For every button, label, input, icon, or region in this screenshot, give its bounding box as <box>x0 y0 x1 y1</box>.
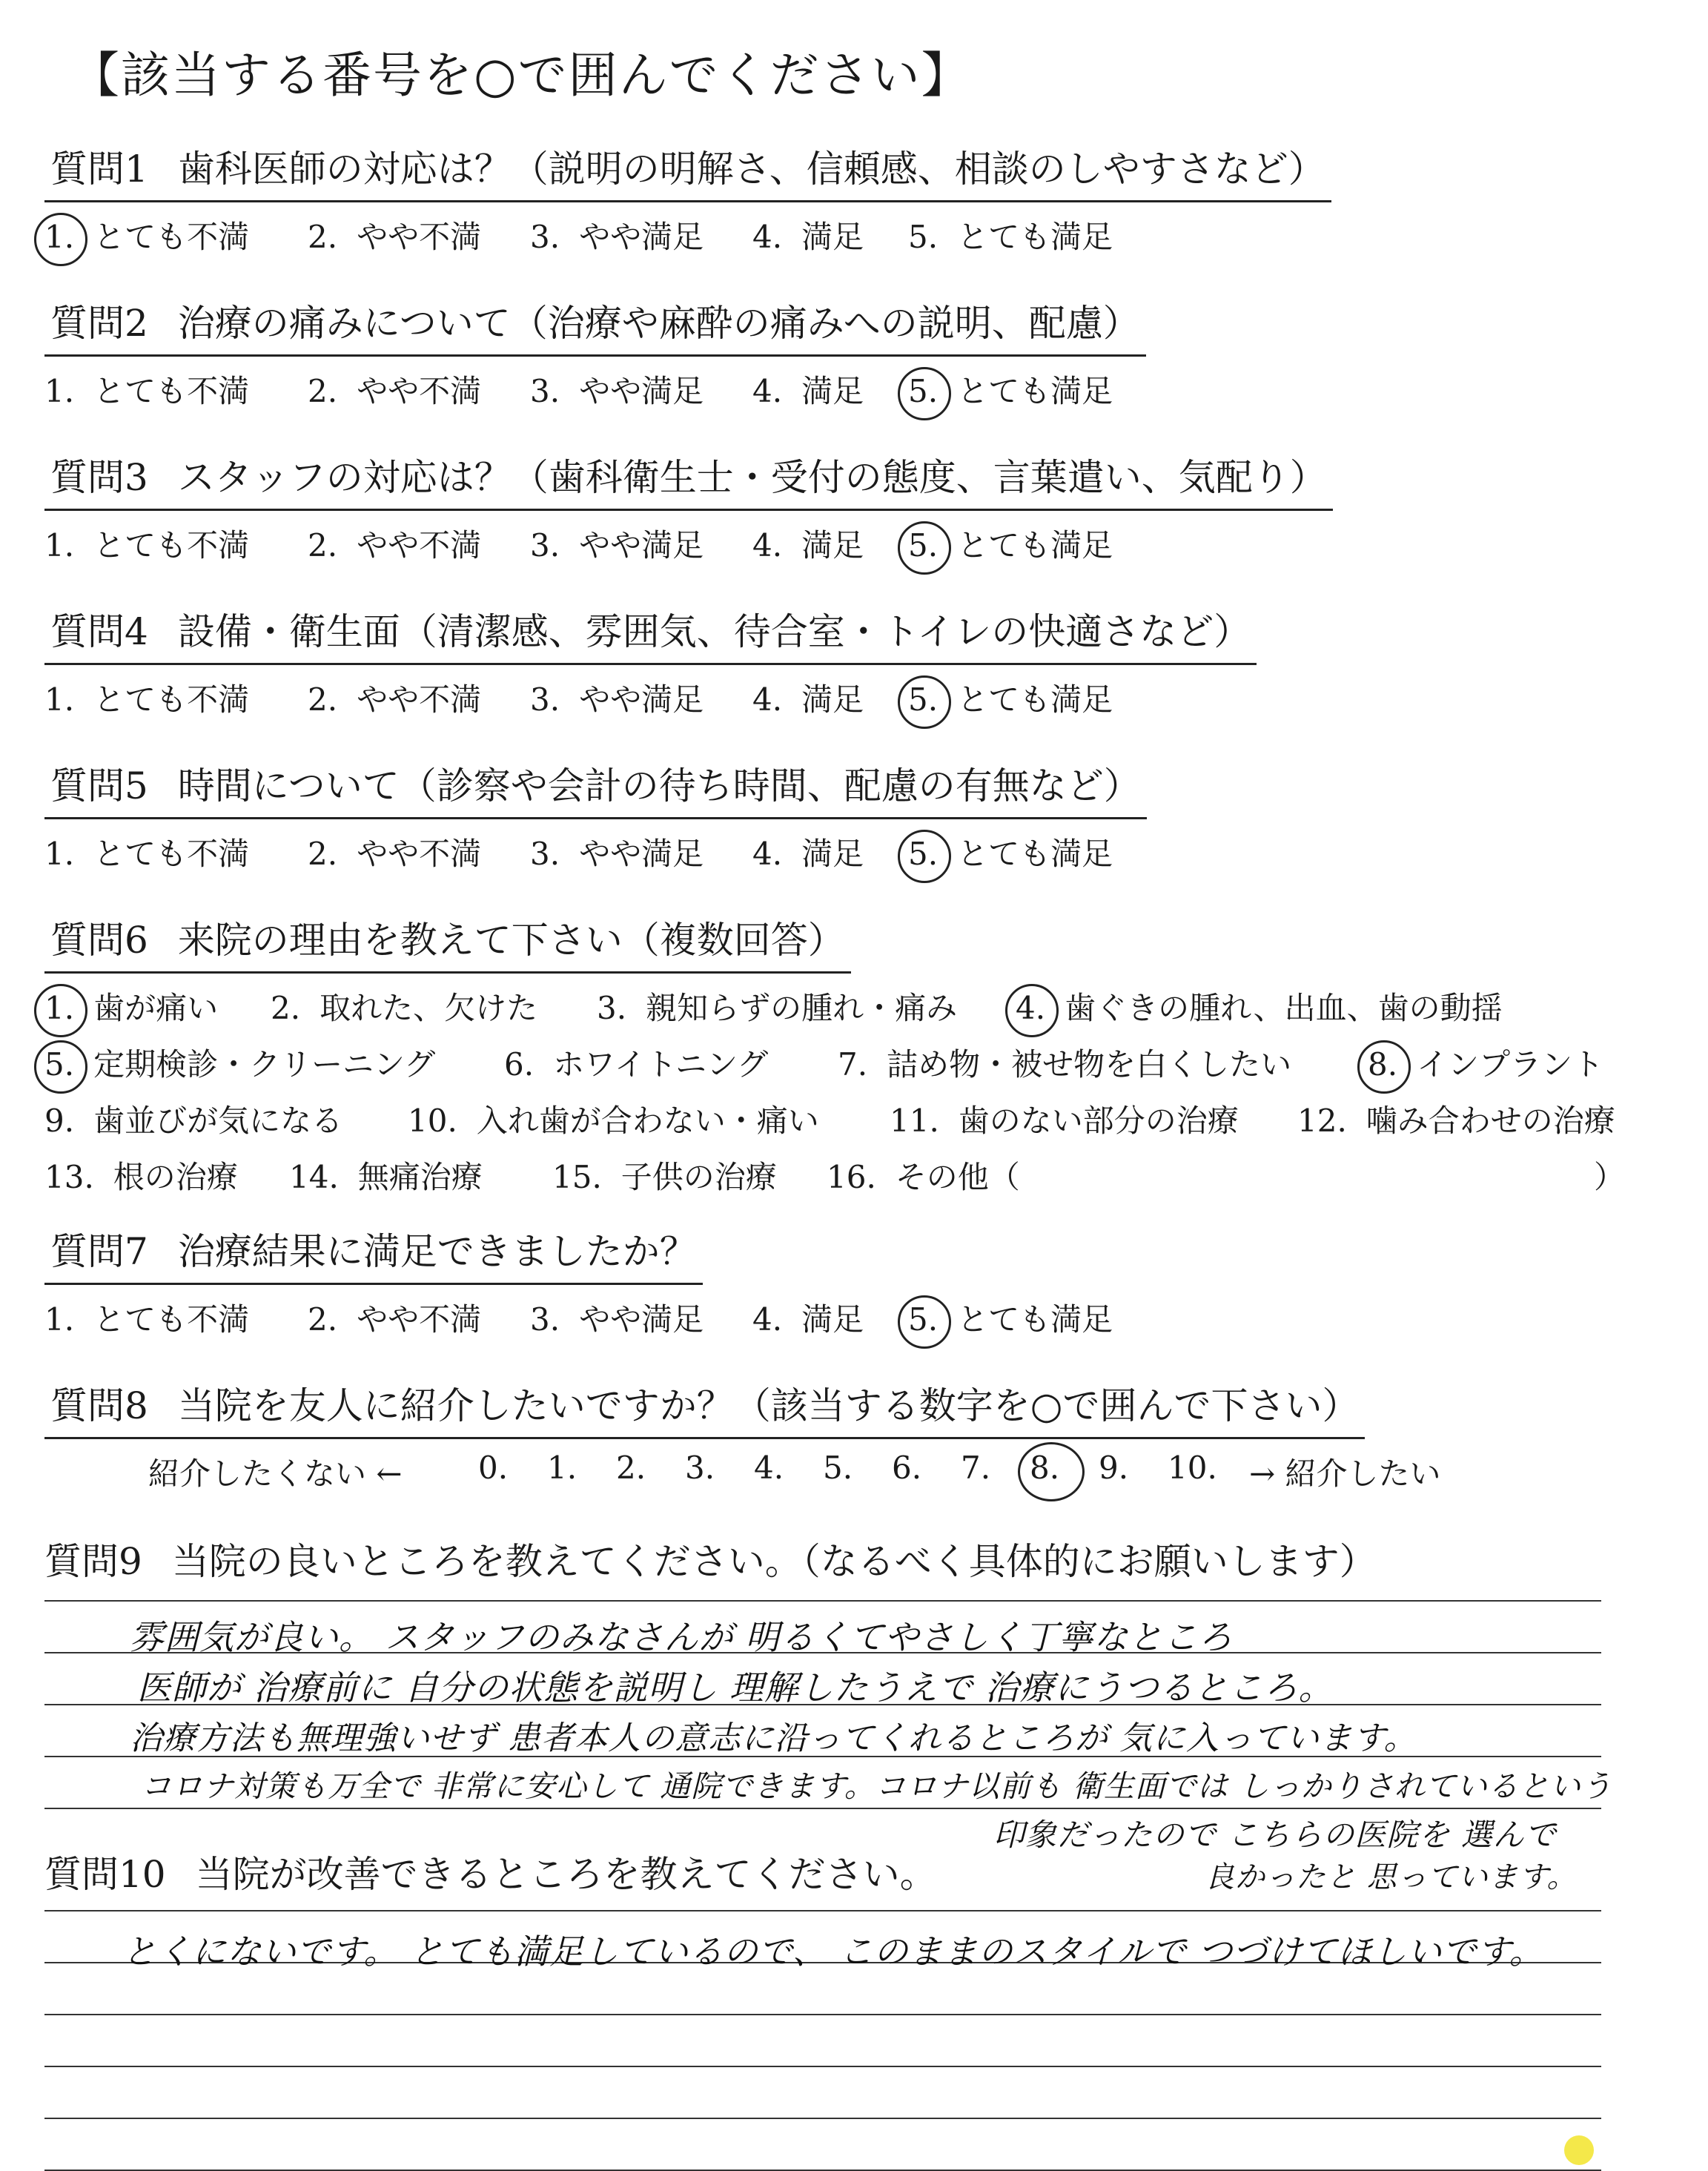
option-2[interactable]: 2. やや不満 <box>308 681 482 718</box>
option-15[interactable]: 15. 子供の治療 <box>552 1159 777 1195</box>
question-text: 来院の理由を教えて下さい（複数回答） <box>177 919 845 962</box>
scale-0[interactable]: 0. <box>478 1450 509 1486</box>
question-title <box>44 756 1147 819</box>
option-5[interactable]: 5. とても満足 <box>908 527 1113 564</box>
scale-6[interactable]: 6. <box>892 1450 922 1486</box>
question-8 <box>44 1376 1661 1506</box>
option-4[interactable]: 4. 満足 <box>752 219 864 255</box>
question-text: 時間について（診察や会計の待ち時間、配慮の有無など） <box>177 764 1141 807</box>
scale-7[interactable]: 7. <box>961 1450 991 1486</box>
option-10[interactable]: 10. 入れ歯が合わない・痛い <box>408 1103 819 1139</box>
option-6[interactable]: 6. ホワイトニング <box>504 1046 769 1083</box>
option-2[interactable]: 2. やや不満 <box>308 219 482 255</box>
option-2[interactable]: 2. やや不満 <box>308 1301 482 1338</box>
highlight-dot <box>1564 2135 1594 2165</box>
option-4[interactable]: 4. 満足 <box>752 836 864 872</box>
question-title <box>44 1222 703 1285</box>
option-13[interactable]: 13. 根の治療 <box>44 1159 238 1195</box>
option-11[interactable]: 11. 歯のない部分の治療 <box>890 1103 1239 1139</box>
option-5[interactable]: 5. とても満足 <box>908 219 1113 255</box>
scale-9[interactable]: 9. <box>1099 1450 1129 1486</box>
question-number: 質問7 <box>50 1230 148 1273</box>
option-3[interactable]: 3. やや満足 <box>530 836 704 872</box>
question-title <box>44 602 1257 665</box>
question-4 <box>44 602 1661 727</box>
option-12[interactable]: 12. 噛み合わせの治療 <box>1297 1103 1615 1139</box>
question-3 <box>44 448 1661 573</box>
option-3[interactable]: 3. やや満足 <box>530 527 704 564</box>
scale-left-label: 紹介したくない ← <box>148 1455 403 1492</box>
option-7[interactable]: 7. 詰め物・被せ物を白くしたい <box>838 1046 1292 1083</box>
question-number: 質問1 <box>50 148 148 191</box>
q10-answer-line-1: とくにないです。 とても満足しているので、 このままのスタイルで つづけてほしいです。 <box>122 1932 1544 1972</box>
scale-8[interactable]: 8. <box>1030 1450 1060 1486</box>
question-number: 質問3 <box>50 456 148 499</box>
option-4[interactable]: 4. 満足 <box>752 1301 864 1338</box>
option-9[interactable]: 9. 歯並びが気になる <box>44 1103 343 1139</box>
q9-answer-line-5: 印象だったので こちらの医院を 選んで <box>993 1817 1557 1853</box>
question-number: 質問5 <box>50 764 148 807</box>
question-text: 治療の痛みについて（治療や麻酔の痛みへの説明、配慮） <box>177 302 1140 345</box>
question-7 <box>44 1222 1661 1347</box>
option-2[interactable]: 2. やや不満 <box>308 373 482 409</box>
question-title <box>44 448 1333 511</box>
option-1[interactable]: 1. とても不満 <box>44 1301 250 1338</box>
option-3[interactable]: 3. やや満足 <box>530 373 704 409</box>
option-4[interactable]: 4. 満足 <box>752 681 864 718</box>
q9-answer-line-3: 治療方法も無理強いせず 患者本人の意志に沿ってくれるところが 気に入っています。 <box>130 1719 1417 1757</box>
option-3[interactable]: 3. やや満足 <box>530 1301 704 1338</box>
q9-answer-line-4: コロナ対策も万全で 非常に安心して 通院できます。コロナ以前も 衛生面では しっかりされているという <box>141 1768 1612 1804</box>
question-text: 当院が改善できるところを教えてください。 <box>195 1853 937 1896</box>
option-1[interactable]: 1. とても不満 <box>44 836 250 872</box>
option-3[interactable]: 3. やや満足 <box>530 681 704 718</box>
question-2 <box>44 294 1661 419</box>
option-5[interactable]: 5. とても満足 <box>908 681 1113 718</box>
question-text: 治療結果に満足できましたか？ <box>177 1230 697 1273</box>
question-text: スタッフの対応は？（歯科衛生士・受付の態度、言葉遣い、気配り） <box>177 456 1327 499</box>
q10-answer-lines[interactable] <box>44 1860 1601 2171</box>
question-title <box>44 139 1331 202</box>
scale-5[interactable]: 5. <box>823 1450 853 1486</box>
q9-answer-line-1: 雰囲気が良い。 スタッフのみなさんが 明るくてやさしく丁寧なところ <box>130 1617 1234 1657</box>
scale-3[interactable]: 3. <box>685 1450 715 1486</box>
question-title <box>44 911 851 974</box>
option-5[interactable]: 5. とても満足 <box>908 1301 1113 1338</box>
question-text: 設備・衛生面（清潔感、雰囲気、待合室・トイレの快適さなど） <box>177 610 1251 653</box>
scale-10[interactable]: 10. <box>1168 1450 1217 1486</box>
question-1 <box>44 139 1661 265</box>
page-title: 【該当する番号を○で囲んでください】 <box>70 47 972 104</box>
question-5 <box>44 756 1661 882</box>
q9-answer-line-6: 良かったと 思っています。 <box>1205 1860 1578 1894</box>
option-16[interactable]: 16. その他（ <box>827 1159 1020 1195</box>
option-1[interactable]: 1. とても不満 <box>44 681 250 718</box>
scale-4[interactable]: 4. <box>754 1450 784 1486</box>
question-text: 当院の良いところを教えてください。（なるべく具体的にお願いします） <box>171 1540 1377 1583</box>
option-5[interactable]: 5. 定期検診・クリーニング <box>44 1046 436 1083</box>
question-text: 歯科医師の対応は？（説明の明解さ、信頼感、相談のしやすさなど） <box>177 148 1325 191</box>
option-14[interactable]: 14. 無痛治療 <box>289 1159 483 1195</box>
option-1[interactable]: 1. とても不満 <box>44 373 250 409</box>
question-number: 質問6 <box>50 919 148 962</box>
option-3[interactable]: 3. 親知らずの腫れ・痛み <box>597 990 958 1026</box>
option-2[interactable]: 2. やや不満 <box>308 527 482 564</box>
question-number: 質問8 <box>50 1384 148 1427</box>
question-title <box>44 1376 1365 1439</box>
question-number: 質問4 <box>50 610 148 653</box>
question-number: 質問2 <box>50 302 148 345</box>
scale-1[interactable]: 1. <box>547 1450 577 1486</box>
other-close-paren: ） <box>1594 1159 1626 1195</box>
option-2[interactable]: 2. 取れた、欠けた <box>271 990 538 1026</box>
option-2[interactable]: 2. やや不満 <box>308 836 482 872</box>
option-1[interactable]: 1. とても不満 <box>44 527 250 564</box>
scale-2[interactable]: 2. <box>616 1450 646 1486</box>
option-8[interactable]: 8. インプラント <box>1368 1046 1604 1083</box>
question-6 <box>44 911 1661 1209</box>
scale-right-label: → 紹介したい <box>1249 1455 1441 1492</box>
option-4[interactable]: 4. 満足 <box>752 373 864 409</box>
option-4[interactable]: 4. 満足 <box>752 527 864 564</box>
option-1[interactable]: 1. 歯が痛い <box>44 990 219 1026</box>
option-5[interactable]: 5. とても満足 <box>908 836 1113 872</box>
option-4[interactable]: 4. 歯ぐきの腫れ、出血、歯の動揺 <box>1016 990 1503 1026</box>
q9-answer-line-2: 医師が 治療前に 自分の状態を説明し 理解したうえで 治療にうつるところ。 <box>137 1668 1334 1708</box>
question-number: 質問9 <box>44 1540 142 1583</box>
option-1[interactable]: 1. とても不満 <box>44 219 250 255</box>
question-number: 質問10 <box>44 1853 166 1896</box>
question-text: 当院を友人に紹介したいですか？（該当する数字を○で囲んで下さい） <box>177 1384 1360 1427</box>
option-5[interactable]: 5. とても満足 <box>908 373 1113 409</box>
question-title <box>44 294 1146 357</box>
option-3[interactable]: 3. やや満足 <box>530 219 704 255</box>
referral-scale <box>44 1450 1661 1506</box>
